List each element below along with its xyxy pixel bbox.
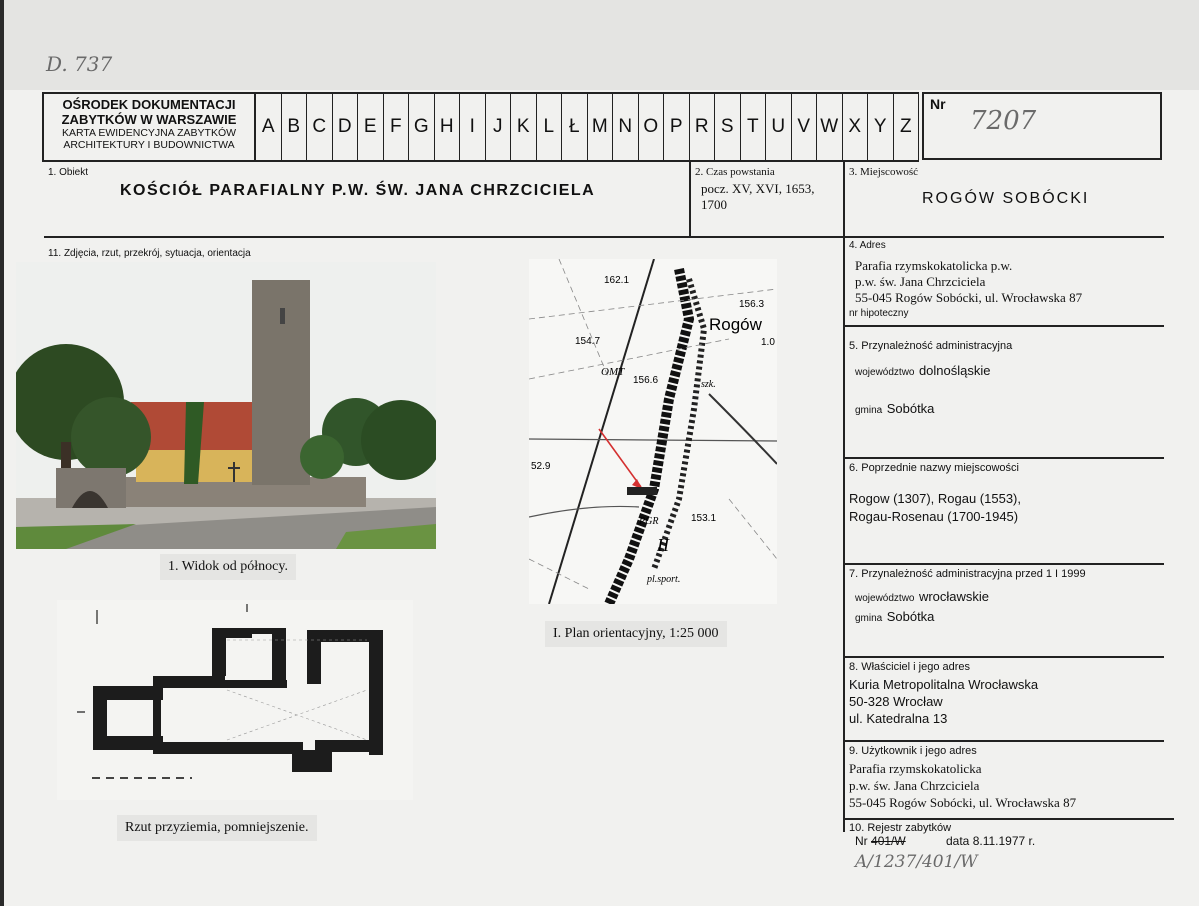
admin-commune: [855, 400, 934, 418]
map-label: PGR: [639, 516, 659, 527]
index-letter: C: [307, 94, 333, 160]
index-letter: L: [537, 94, 563, 160]
divider: [844, 457, 1164, 459]
divider: [689, 162, 691, 237]
field10-label: 10. Rejestr zabytków: [849, 822, 952, 834]
mortgage-label: nr hipoteczny: [849, 308, 909, 319]
commune-value: Sobótka: [886, 401, 935, 416]
divider: [843, 162, 845, 832]
field8-label: 8. Właściciel i jego adres: [849, 661, 971, 673]
field5-label: 5. Przynależność administracyjna: [849, 340, 1013, 352]
institution-line4: ARCHITEKTURY I BUDOWNICTWA: [63, 139, 235, 151]
index-letter: P: [664, 94, 690, 160]
map-label: szk.: [701, 379, 716, 390]
owner-line1: Kuria Metropolitalna Wrocławska: [849, 677, 1039, 692]
index-letter: N: [613, 94, 639, 160]
alphabet-index: [256, 92, 919, 162]
index-letter: J: [486, 94, 512, 160]
institution-line3: KARTA EWIDENCYJNA ZABYTKÓW: [61, 127, 237, 139]
field2-label: 2. Czas powstania: [695, 166, 775, 178]
field1-label: 1. Obiekt: [48, 167, 89, 178]
prev-admin-commune: [855, 608, 934, 626]
field7-label: 7. Przynależność administracyjna przed 1 I 1999: [849, 568, 1086, 580]
commune-prefix: gmina: [855, 405, 883, 416]
church-photo: [16, 262, 436, 549]
map-label: 52.9: [531, 461, 551, 472]
field3-label: 3. Miejscowość: [849, 166, 919, 178]
index-letter: S: [715, 94, 741, 160]
institution-line2: ZABYTKÓW W WARSZAWIE: [61, 112, 237, 127]
object-name: KOŚCIÓŁ PARAFIALNY P.W. ŚW. JANA CHRZCICIELA: [120, 182, 596, 199]
index-letter: U: [766, 94, 792, 160]
divider: [844, 325, 1164, 327]
creation-time-line2: 1700: [701, 197, 727, 212]
commune-value: Sobótka: [886, 609, 935, 624]
index-letter: R: [690, 94, 716, 160]
prev-admin-voivodeship: [855, 588, 989, 606]
voivodeship-value: wrocławskie: [918, 589, 990, 604]
divider: [44, 236, 1164, 238]
creation-time-line1: pocz. XV, XVI, 1653,: [701, 181, 815, 196]
field9-label: 9. Użytkownik i jego adres: [849, 745, 977, 757]
record-card-sheet: [4, 0, 1199, 906]
index-letter: O: [639, 94, 665, 160]
map-label: 153.1: [691, 513, 717, 524]
institution-box: [42, 92, 256, 162]
admin-voivodeship: [855, 362, 990, 380]
user-line1: Parafia rzymskokatolicka: [849, 761, 982, 776]
index-letter: Y: [868, 94, 894, 160]
address-line3: 55-045 Rogów Sobócki, ul. Wrocławska 87: [855, 290, 1083, 305]
index-letter: V: [792, 94, 818, 160]
owner-line3: ul. Katedralna 13: [849, 711, 948, 726]
voivodeship-prefix: województwo: [855, 367, 915, 378]
register-number: [855, 834, 906, 848]
map-label: 156.6: [633, 375, 659, 386]
index-letter: Ł: [562, 94, 588, 160]
field6-label: 6. Poprzednie nazwy miejscowości: [849, 462, 1019, 474]
field4-label: 4. Adres: [849, 240, 886, 251]
index-letter: D: [333, 94, 359, 160]
map-label: 1.0: [761, 337, 775, 348]
index-letter: M: [588, 94, 614, 160]
map-label: 156.3: [739, 299, 765, 310]
scan-top-strip: [4, 0, 1199, 90]
nr-label: Nr: [930, 96, 946, 112]
map-label: II: [657, 535, 669, 555]
commune-prefix: gmina: [855, 613, 883, 624]
index-letter: A: [256, 94, 282, 160]
map-caption: I. Plan orientacyjny, 1:25 000: [545, 621, 727, 647]
divider: [844, 818, 1174, 820]
user-line2: p.w. św. Jana Chrzciciela: [849, 778, 980, 793]
plan-caption: Rzut przyziemia, pomniejszenie.: [117, 815, 317, 841]
owner-line2: 50-328 Wrocław: [849, 694, 943, 709]
user-line3: 55-045 Rogów Sobócki, ul. Wrocławska 87: [849, 795, 1077, 810]
index-letter: B: [282, 94, 308, 160]
photo-caption: 1. Widok od północy.: [160, 554, 296, 580]
index-letter: E: [358, 94, 384, 160]
index-letter: X: [843, 94, 869, 160]
handwritten-register: A/1237/401/W: [855, 852, 978, 872]
register-date: data 8.11.1977 r.: [946, 834, 1036, 848]
divider: [844, 656, 1164, 658]
institution-line1: OŚRODEK DOKUMENTACJI: [62, 97, 236, 112]
divider: [844, 740, 1164, 742]
map-label: OMT: [601, 366, 625, 378]
previous-names-line2: Rogau-Rosenau (1700-1945): [849, 509, 1019, 524]
voivodeship-prefix: województwo: [855, 593, 915, 604]
index-letter: F: [384, 94, 410, 160]
divider: [844, 563, 1164, 565]
map-label: Rogów: [709, 315, 762, 334]
index-letter: Z: [894, 94, 920, 160]
floor-plan: [57, 600, 413, 800]
address-line2: p.w. św. Jana Chrzciciela: [855, 274, 986, 289]
number-box: [922, 92, 1162, 160]
map-label: pl.sport.: [647, 574, 681, 585]
index-letter: I: [460, 94, 486, 160]
index-letter: T: [741, 94, 767, 160]
orientation-map: [529, 259, 777, 604]
handwritten-nr: 7207: [970, 106, 1037, 136]
register-nr-prefix: Nr: [855, 834, 868, 848]
voivodeship-value: dolnośląskie: [918, 363, 991, 378]
index-letter: K: [511, 94, 537, 160]
previous-names-line1: Rogow (1307), Rogau (1553),: [849, 491, 1021, 506]
address-line1: Parafia rzymskokatolicka p.w.: [855, 258, 1013, 273]
map-label: 154.7: [575, 336, 601, 347]
handwritten-code: D. 737: [46, 52, 113, 76]
index-letter: G: [409, 94, 435, 160]
register-nr-struck: 401/W: [871, 834, 906, 848]
field11-label: 11. Zdjęcia, rzut, przekrój, sytuacja, orientacja: [48, 248, 251, 259]
index-letter: H: [435, 94, 461, 160]
locality: ROGÓW SOBÓCKI: [922, 190, 1090, 207]
map-label: 162.1: [604, 275, 630, 286]
index-letter: W: [817, 94, 843, 160]
